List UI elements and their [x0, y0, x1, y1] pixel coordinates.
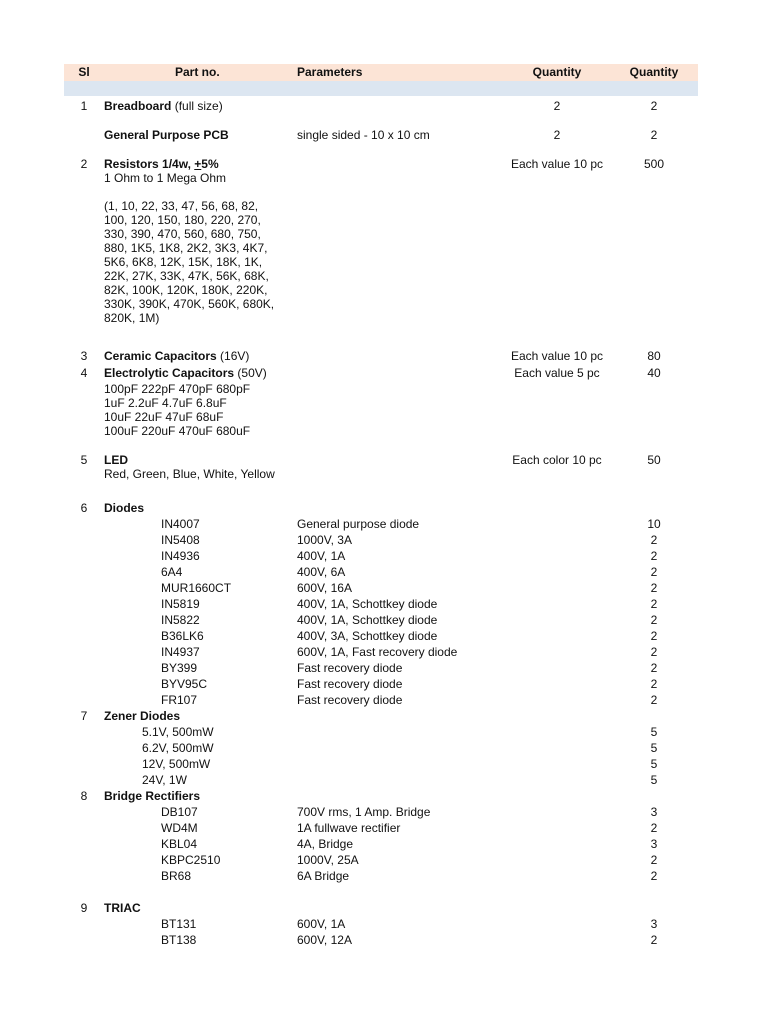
table-row [0, 467, 768, 483]
part-number: MUR1660CT [161, 581, 232, 595]
part-description: (1, 10, 22, 33, 47, 56, 68, 82, [104, 199, 259, 213]
quantity-2: 2 [650, 933, 658, 947]
quantity-2: 2 [650, 869, 658, 883]
quantity-2: 50 [647, 453, 661, 467]
part-parameters: 400V, 1A, Schottkey diode [297, 597, 438, 611]
part-description: 100, 120, 150, 180, 220, 270, [104, 213, 261, 227]
part-parameters: 1000V, 25A [297, 853, 359, 867]
part-number: IN5819 [161, 597, 200, 611]
part-name-suffix: (50V) [234, 366, 267, 380]
table-row [0, 789, 768, 805]
part-number: IN4936 [161, 549, 200, 563]
quantity-2: 2 [650, 549, 658, 563]
table-row [0, 311, 768, 327]
table-row [0, 677, 768, 693]
part-parameters: 400V, 6A [297, 565, 346, 579]
table-row [0, 837, 768, 853]
part-name [104, 157, 219, 172]
part-name-bold: Diodes [104, 501, 145, 515]
row-sl-number: 1 [80, 99, 88, 113]
part-name-suffix: (full size) [171, 99, 223, 113]
part-name-bold: LED [104, 453, 128, 467]
row-sl-number: 6 [80, 501, 88, 515]
part-parameters: 400V, 3A, Schottkey diode [297, 629, 438, 643]
part-description: 100uF 220uF 470uF 680uF [104, 424, 251, 438]
table-row [0, 424, 768, 440]
quantity-2: 2 [650, 693, 658, 707]
part-parameters: Fast recovery diode [297, 693, 403, 707]
part-parameters: 1000V, 3A [297, 533, 352, 547]
quantity-1: Each value 10 pc [510, 349, 604, 363]
quantity-1: 2 [553, 128, 561, 142]
table-row [0, 805, 768, 821]
part-name [104, 789, 200, 804]
quantity-1: Each value 10 pc [510, 157, 604, 171]
part-parameters: 700V rms, 1 Amp. Bridge [297, 805, 431, 819]
part-number: BYV95C [161, 677, 208, 691]
row-sl-number: 3 [80, 349, 88, 363]
quantity-2: 2 [650, 677, 658, 691]
part-name-bold: General Purpose PCB [104, 128, 229, 142]
part-number: WD4M [161, 821, 198, 835]
table-row [0, 645, 768, 661]
row-sl-number: 4 [80, 366, 88, 380]
table-row [0, 917, 768, 933]
quantity-2: 2 [650, 533, 658, 547]
part-number: 6A4 [161, 565, 183, 579]
part-number: DB107 [161, 805, 198, 819]
part-number: KBL04 [161, 837, 198, 851]
quantity-2: 2 [650, 821, 658, 835]
part-number: BY399 [161, 661, 198, 675]
part-name [104, 501, 144, 516]
quantity-2: 40 [647, 366, 661, 380]
part-description: 820K, 1M) [104, 311, 160, 325]
part-description: 1uF 2.2uF 4.7uF 6.8uF [104, 396, 227, 410]
part-parameters: single sided - 10 x 10 cm [297, 128, 430, 142]
quantity-2: 2 [650, 581, 658, 595]
part-number: BT131 [161, 917, 197, 931]
part-description: 100pF 222pF 470pF 680pF [104, 382, 251, 396]
part-number: KBPC2510 [161, 853, 221, 867]
part-rating: 12V, 500mW [142, 757, 211, 771]
part-description: 1 Ohm to 1 Mega Ohm [104, 171, 227, 185]
quantity-2: 2 [650, 128, 658, 142]
part-rating: 24V, 1W [142, 773, 187, 787]
part-name-underlined: + [194, 157, 202, 171]
part-parameters: 400V, 1A, Schottkey diode [297, 613, 438, 627]
part-description: 5K6, 6K8, 12K, 15K, 18K, 1K, [104, 255, 263, 269]
header-sl: Sl [78, 65, 90, 79]
table-row [0, 171, 768, 187]
row-sl-number: 5 [80, 453, 88, 467]
table-row [0, 933, 768, 949]
part-rating: 6.2V, 500mW [142, 741, 214, 755]
part-name-bold: Breadboard [104, 99, 172, 113]
table-row [0, 565, 768, 581]
part-rating: 5.1V, 500mW [142, 725, 214, 739]
part-name-bold: Resistors 1/4w, [104, 157, 195, 171]
table-row [0, 533, 768, 549]
row-sl-number: 7 [80, 709, 88, 723]
table-row [0, 366, 768, 382]
part-parameters: General purpose diode [297, 517, 420, 531]
part-description: Red, Green, Blue, White, Yellow [104, 467, 275, 481]
quantity-2: 3 [650, 837, 658, 851]
table-row [0, 725, 768, 741]
part-name-bold: Zener Diodes [104, 709, 181, 723]
table-row [0, 128, 768, 144]
quantity-2: 500 [643, 157, 665, 171]
part-name-bold: Electrolytic Capacitors [104, 366, 235, 380]
quantity-2: 80 [647, 349, 661, 363]
header-quantity-2: Quantity [629, 65, 679, 79]
quantity-2: 2 [650, 565, 658, 579]
part-parameters: 600V, 16A [297, 581, 352, 595]
part-name [104, 349, 249, 364]
part-parameters: 6A Bridge [297, 869, 350, 883]
part-parameters: 600V, 1A, Fast recovery diode [297, 645, 458, 659]
part-description: 880, 1K5, 1K8, 2K2, 3K3, 4K7, [104, 241, 268, 255]
quantity-2: 2 [650, 629, 658, 643]
part-number: BT138 [161, 933, 197, 947]
part-parameters: 4A, Bridge [297, 837, 354, 851]
header-part-no: Part no. [175, 65, 220, 79]
quantity-1: Each color 10 pc [512, 453, 602, 467]
table-row [0, 597, 768, 613]
quantity-1: 2 [553, 99, 561, 113]
part-name [104, 128, 229, 143]
part-name-tail: 5% [201, 157, 219, 171]
quantity-2: 5 [650, 773, 658, 787]
table-row [0, 693, 768, 709]
header-quantity-1: Quantity [532, 65, 582, 79]
table-row [0, 549, 768, 565]
part-parameters: Fast recovery diode [297, 677, 403, 691]
part-name [104, 901, 141, 916]
table-row [0, 901, 768, 917]
table-row [0, 869, 768, 885]
header-parameters: Parameters [297, 65, 363, 79]
part-name [104, 709, 180, 724]
table-row [0, 821, 768, 837]
part-name-bold: TRIAC [104, 901, 141, 915]
table-row [0, 629, 768, 645]
quantity-2: 3 [650, 805, 658, 819]
part-parameters: 600V, 1A [297, 917, 346, 931]
table-row [0, 773, 768, 789]
table-row [0, 757, 768, 773]
part-description: 330, 390, 470, 560, 680, 750, [104, 227, 261, 241]
part-description: 10uF 22uF 47uF 68uF [104, 410, 224, 424]
part-parameters: 1A fullwave rectifier [297, 821, 401, 835]
quantity-2: 2 [650, 853, 658, 867]
quantity-2: 5 [650, 741, 658, 755]
quantity-2: 2 [650, 613, 658, 627]
part-name [104, 99, 223, 114]
quantity-2: 10 [647, 517, 661, 531]
quantity-1: Each value 5 pc [514, 366, 600, 380]
quantity-2: 5 [650, 725, 658, 739]
part-parameters: 600V, 12A [297, 933, 352, 947]
quantity-2: 3 [650, 917, 658, 931]
quantity-2: 2 [650, 597, 658, 611]
part-number: B36LK6 [161, 629, 204, 643]
part-description: 330K, 390K, 470K, 560K, 680K, [104, 297, 275, 311]
part-parameters: 400V, 1A [297, 549, 346, 563]
part-name-bold: Ceramic Capacitors [104, 349, 217, 363]
table-row [0, 517, 768, 533]
quantity-2: 2 [650, 661, 658, 675]
part-number: IN5408 [161, 533, 200, 547]
table-row [0, 501, 768, 517]
table-row [0, 853, 768, 869]
table-row [0, 741, 768, 757]
table-row [0, 709, 768, 725]
part-number: IN5822 [161, 613, 200, 627]
row-sl-number: 9 [80, 901, 88, 915]
quantity-2: 2 [650, 645, 658, 659]
part-name-suffix: (16V) [216, 349, 250, 363]
part-number: IN4007 [161, 517, 200, 531]
part-name [104, 453, 128, 468]
part-number: IN4937 [161, 645, 200, 659]
table-row [0, 581, 768, 597]
part-description: 22K, 27K, 33K, 47K, 56K, 68K, [104, 269, 269, 283]
part-number: BR68 [161, 869, 192, 883]
part-name-bold: Bridge Rectifiers [104, 789, 201, 803]
table-row [0, 99, 768, 115]
part-description: 82K, 100K, 120K, 180K, 220K, [104, 283, 268, 297]
part-parameters: Fast recovery diode [297, 661, 403, 675]
part-name [104, 366, 267, 381]
part-number: FR107 [161, 693, 198, 707]
row-sl-number: 2 [80, 157, 88, 171]
quantity-2: 2 [650, 99, 658, 113]
quantity-2: 5 [650, 757, 658, 771]
table-row [0, 613, 768, 629]
table-row [0, 661, 768, 677]
row-sl-number: 8 [80, 789, 88, 803]
table-row [0, 349, 768, 365]
